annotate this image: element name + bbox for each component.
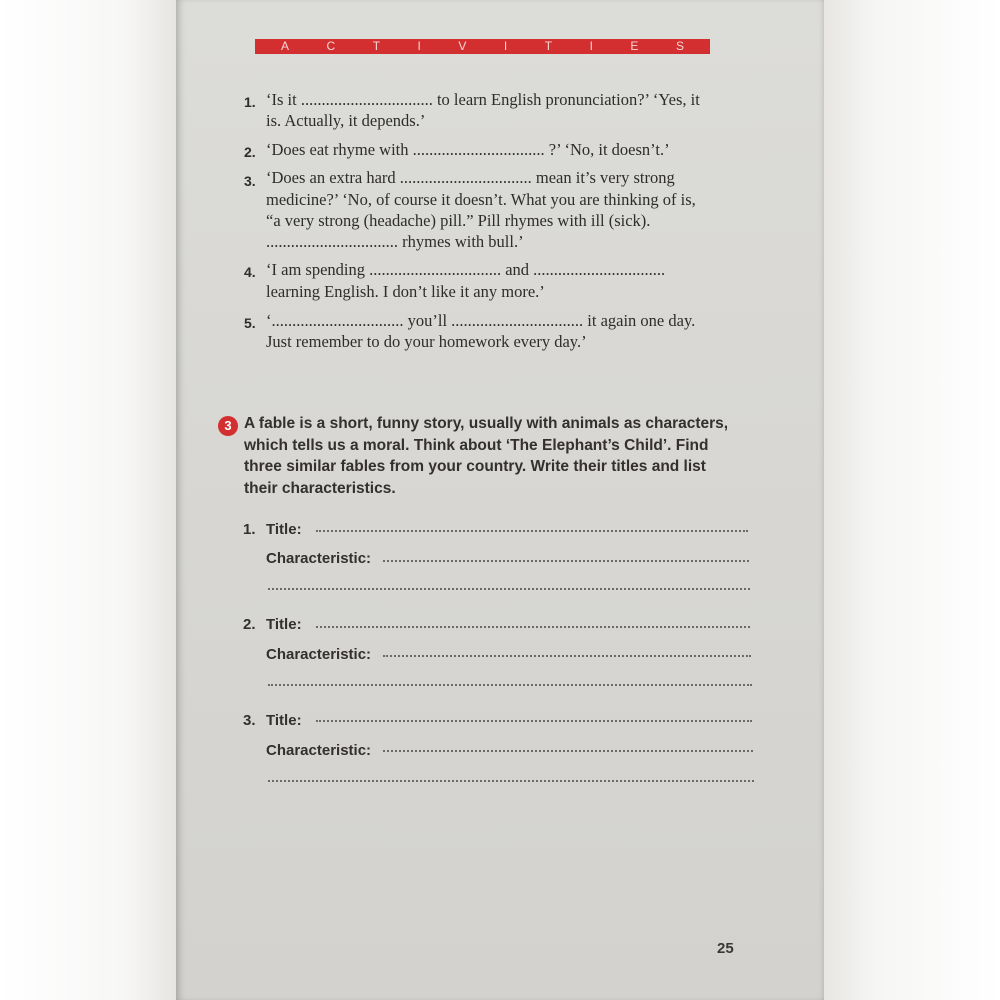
characteristic-answer-line[interactable] — [383, 655, 751, 657]
title-answer-line[interactable] — [316, 720, 752, 722]
item-number: 1. — [244, 94, 256, 110]
instruction-line: three similar fables from your country. Write their titles and list — [244, 458, 706, 475]
characteristic-label: Characteristic: — [266, 646, 372, 663]
banner-letter: I — [589, 39, 593, 53]
item-line: learning English. I don’t like it any more.’ — [266, 282, 545, 301]
item-line: ‘................................ you’ll ................................ it again one day. — [266, 311, 696, 330]
banner-letter: I — [417, 39, 421, 53]
entry-number: 1. — [243, 521, 256, 538]
page-number: 25 — [717, 940, 734, 957]
title-label: Title: — [266, 616, 302, 633]
item-line: ‘Does an extra hard ................................ mean it’s very strong — [266, 168, 675, 187]
exercise-number-badge: 3 — [218, 416, 238, 436]
banner-letter: A — [281, 39, 290, 53]
banner-letter: C — [326, 39, 336, 53]
title-label: Title: — [266, 712, 302, 729]
item-line: ‘Does eat rhyme with ................................ ?’ ‘No, it doesn’t.’ — [266, 140, 670, 159]
entry-number: 2. — [243, 616, 256, 633]
extra-answer-line[interactable] — [268, 780, 754, 782]
item-number: 2. — [244, 144, 256, 160]
item-number: 5. — [244, 315, 256, 331]
characteristic-label: Characteristic: — [266, 742, 372, 759]
banner-letter: S — [675, 39, 684, 53]
title-label: Title: — [266, 521, 302, 538]
entry-number: 3. — [243, 712, 256, 729]
banner-letter: I — [503, 39, 508, 53]
extra-answer-line[interactable] — [268, 588, 750, 590]
item-number: 3. — [244, 173, 256, 189]
title-answer-line[interactable] — [316, 530, 748, 532]
item-line: is. Actually, it depends.’ — [266, 111, 426, 130]
banner-letter: E — [630, 39, 639, 53]
characteristic-answer-line[interactable] — [383, 560, 749, 562]
banner-letter: T — [544, 39, 553, 53]
instruction-line: A fable is a short, funny story, usually with animals as characters, — [244, 415, 729, 432]
banner-letter: T — [372, 39, 381, 53]
characteristic-label: Characteristic: — [266, 550, 372, 567]
extra-answer-line[interactable] — [268, 684, 752, 686]
item-line: ................................ rhymes with bull.’ — [266, 232, 524, 251]
item-number: 4. — [244, 264, 256, 280]
item-line: “a very strong (headache) pill.” Pill rhymes with ill (sick). — [266, 211, 651, 230]
banner-letter: V — [458, 39, 467, 53]
item-line: medicine?’ ‘No, of course it doesn’t. What you are thinking of is, — [266, 190, 696, 209]
item-line: Just remember to do your homework every day.’ — [266, 332, 587, 351]
book-edge-right — [824, 0, 1000, 1000]
instruction-line: their characteristics. — [244, 480, 396, 497]
item-line: ‘Is it ................................ to learn English pronunciation?’ ‘Yes, it — [266, 90, 700, 109]
item-line: ‘I am spending ................................ and ................................ — [266, 260, 666, 279]
book-edge-left — [0, 0, 176, 1000]
instruction-line: which tells us a moral. Think about ‘The Elephant’s Child’. Find — [244, 437, 709, 454]
title-answer-line[interactable] — [316, 626, 750, 628]
activities-banner — [255, 39, 710, 54]
characteristic-answer-line[interactable] — [383, 750, 753, 752]
